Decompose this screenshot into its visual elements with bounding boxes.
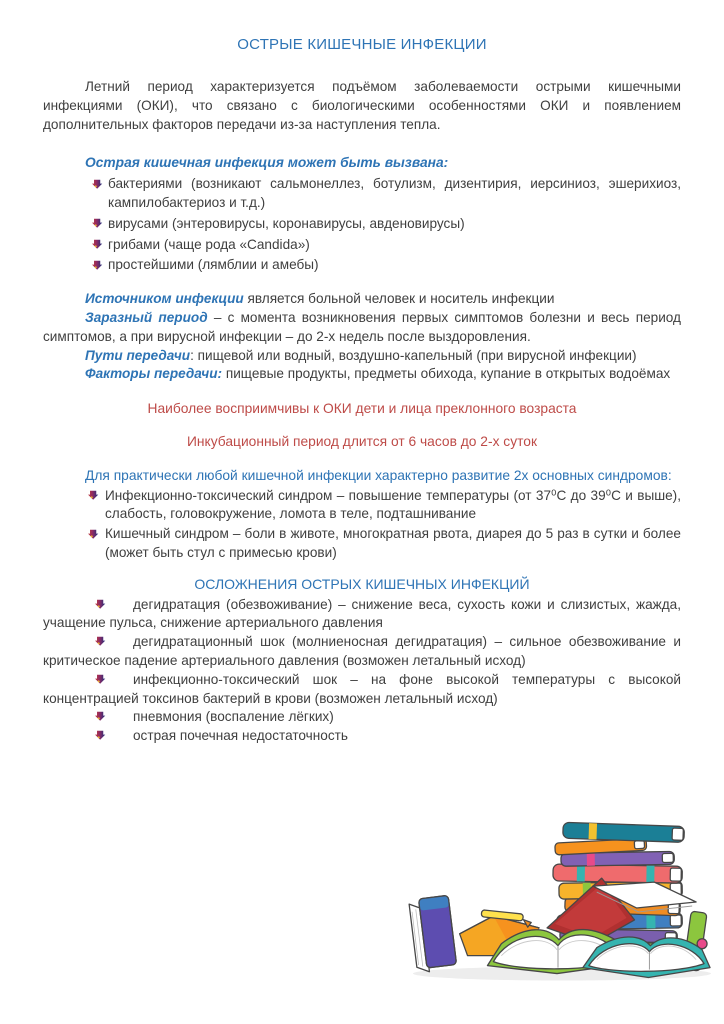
- list-item: [43, 671, 681, 709]
- list-item: [43, 633, 681, 671]
- paragraph-text: : пищевой или водный, воздушно-капельный (при вирусной инфекции): [190, 347, 637, 363]
- syndromes-heading: Для практически любой кишечной инфекции характерно развитие 2х основных синдромов:: [85, 467, 672, 483]
- list-item: [92, 236, 681, 255]
- list-item: [88, 525, 681, 563]
- transmission-paragraph: [43, 290, 681, 309]
- paragraph-lead: Источником инфекции: [85, 291, 244, 307]
- page-title: ОСТРЫЕ КИШЕЧНЫЕ ИНФЕКЦИИ: [237, 36, 487, 53]
- down-arrow-bullet-icon: [92, 179, 103, 190]
- transmission-section: [43, 290, 681, 384]
- list-item: [43, 727, 681, 746]
- transmission-paragraph: [43, 309, 681, 347]
- down-arrow-bullet-icon: [92, 260, 103, 271]
- down-arrow-bullet-icon: [95, 674, 106, 685]
- list-item-text: пневмония (воспаление лёгких): [133, 709, 334, 725]
- down-arrow-bullet-icon: [95, 730, 106, 741]
- down-arrow-bullet-icon: [92, 218, 103, 229]
- list-item: [92, 215, 681, 234]
- books-illustration: [398, 816, 716, 988]
- transmission-paragraph: [43, 347, 681, 366]
- paragraph-text: – с момента возникновения первых симптомов болезни и весь период симптомов, а при вирусной инфекции – до 2-х недель после выздоровления.: [43, 309, 681, 344]
- list-item: [43, 708, 681, 727]
- causes-heading: Острая кишечная инфекция может быть вызвана:: [85, 155, 449, 171]
- list-item-text: Кишечный синдром – боли в животе, многократная рвота, диарея до 5 раз в сутки и более (может быть стул с примесью крови): [105, 526, 681, 560]
- causes-list: [92, 175, 681, 275]
- red-note: Инкубационный период длится от 6 часов до 2-х суток: [187, 433, 537, 449]
- list-item-text: простейшими (лямблии и амебы): [108, 257, 319, 273]
- down-arrow-bullet-icon: [92, 239, 103, 250]
- list-item-text: Инфекционно-токсический синдром – повышение температуры (от 37⁰С до 39⁰С и выше), слабость, головокружение, ломота в теле, подташнивание: [105, 487, 681, 522]
- list-item-text: острая почечная недостаточность: [133, 728, 348, 744]
- list-item: [88, 487, 681, 525]
- intro-paragraph: Летний период характеризуется подъёмом заболеваемости острыми кишечными инфекциями (ОКИ), что связано с биологическими особенностями ОКИ и появлением дополнительных факторов передачи из-за наступления тепла.: [43, 79, 681, 132]
- transmission-paragraph: [43, 365, 681, 384]
- list-item: [92, 256, 681, 275]
- list-item-text: дегидратационный шок (молниеносная дегидратация) – сильное обезвоживание и критическое падение артериального давления (возможен летальный исход): [43, 634, 681, 668]
- red-note: Наиболее восприимчивы к ОКИ дети и лица преклонного возраста: [147, 401, 577, 417]
- complications-list: [43, 596, 681, 746]
- complications-heading: ОСЛОЖНЕНИЯ ОСТРЫХ КИШЕЧНЫХ ИНФЕКЦИЙ: [194, 575, 530, 592]
- down-arrow-bullet-icon: [95, 636, 106, 647]
- purple-standing-book: [409, 895, 457, 973]
- syndromes-list: [88, 487, 681, 563]
- paragraph-lead: Пути передачи: [85, 347, 191, 363]
- list-item-text: грибами (чаще рода «Candida»): [108, 236, 310, 252]
- list-item: [43, 596, 681, 634]
- list-item: [92, 175, 681, 213]
- paragraph-text: пищевые продукты, предметы обихода, купание в открытых водоёмах: [222, 366, 671, 382]
- down-arrow-bullet-icon: [88, 490, 99, 501]
- down-arrow-bullet-icon: [95, 711, 106, 722]
- paragraph-lead: Факторы передачи:: [85, 366, 223, 382]
- list-item-text: дегидратация (обезвоживание) – снижение веса, сухость кожи и слизистых, жажда, учащение пульса, снижение артериального давления: [43, 596, 681, 631]
- paragraph-lead: Заразный период: [85, 309, 208, 325]
- list-item-text: вирусами (энтеровирусы, коронавирусы, авденовирусы): [108, 215, 465, 231]
- down-arrow-bullet-icon: [95, 599, 106, 610]
- paragraph-text: является больной человек и носитель инфекции: [243, 291, 555, 307]
- list-item-text: бактериями (возникают сальмонеллез, ботулизм, дизентирия, иерсиниоз, эшерихиоз, кампилобактериоз и т.д.): [108, 176, 681, 210]
- list-item-text: инфекционно-токсический шок – на фоне высокой температуры с высокой концентрацией токсинов бактерий в крови (возможен летальный исход): [43, 671, 681, 706]
- down-arrow-bullet-icon: [88, 529, 99, 540]
